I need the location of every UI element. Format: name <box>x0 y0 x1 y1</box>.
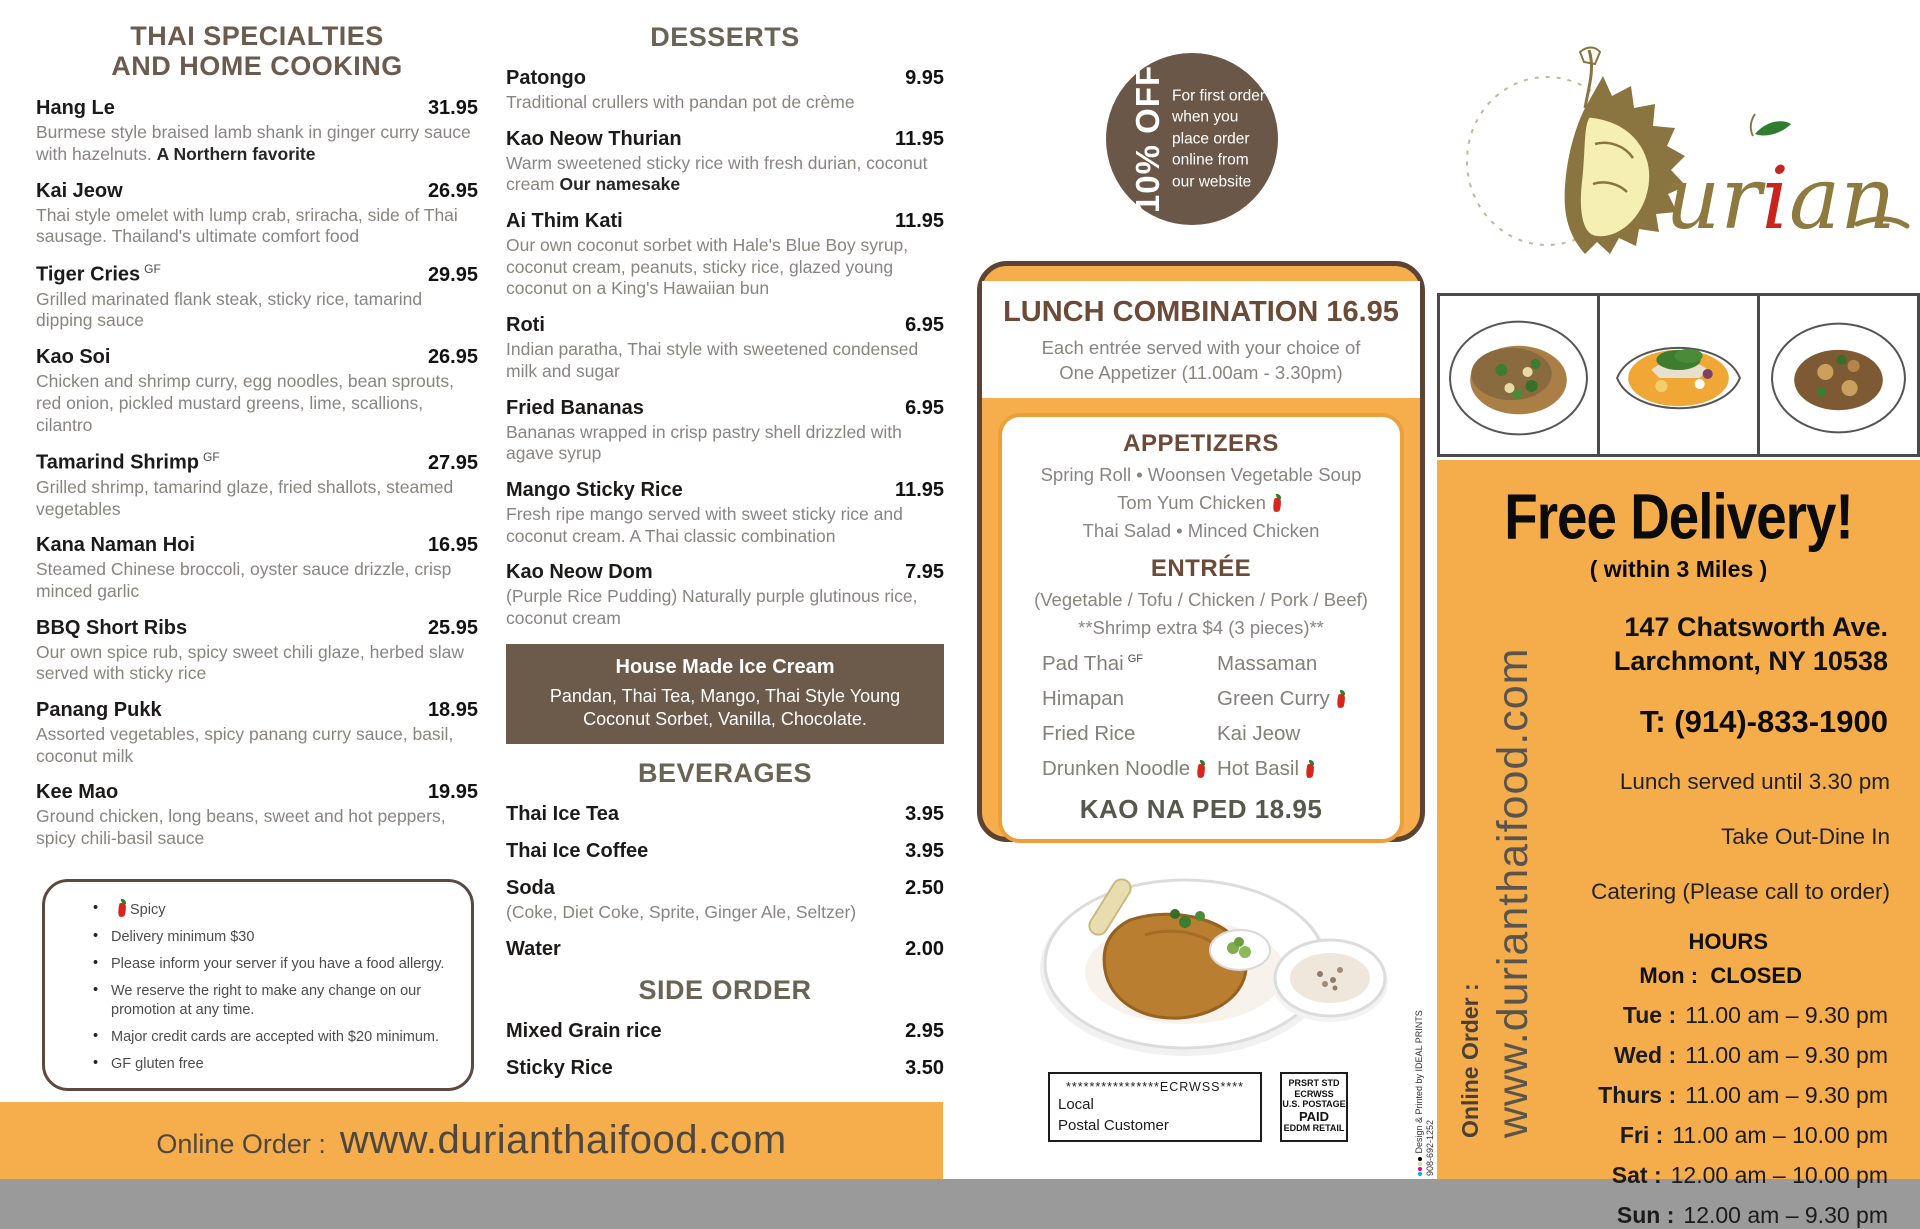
item-name: Thai Ice Coffee <box>506 840 649 863</box>
hours-row-mon: Mon : CLOSED <box>1639 962 1802 988</box>
item-name: Thai Ice Tea <box>506 803 620 826</box>
ice-cream-title: House Made Ice Cream <box>615 655 835 678</box>
entree-item: Massaman <box>1217 651 1318 675</box>
postal-line-local: Local <box>1058 1096 1094 1113</box>
item-name: Water <box>506 937 561 960</box>
item-desc: Assorted vegetables, spicy panang curry sauce, basil, coconut milk <box>36 724 454 766</box>
item-desc: Indian paratha, Thai style with sweetened condensed milk and sugar <box>506 339 919 381</box>
vertical-website-url: www.durianthaifood.com <box>1489 647 1537 1138</box>
chili-icon <box>117 900 126 917</box>
item-price: 11.95 <box>895 210 944 233</box>
item-price: 6.95 <box>905 396 944 419</box>
postal-line-customer: Postal Customer <box>1058 1116 1169 1134</box>
item-price: 26.95 <box>427 346 478 369</box>
section-title <box>36 22 478 81</box>
postal-address-box <box>1048 1072 1262 1142</box>
item-desc: Chicken and shrimp curry, egg noodles, bean sprouts, red onion, pickled mustard greens, lime, scallions, cilantro <box>36 371 454 435</box>
permit-paid: PAID <box>1298 1108 1330 1124</box>
menu-item <box>506 314 944 382</box>
side-order-title: SIDE ORDER <box>638 974 812 1005</box>
item-price: 3.95 <box>905 803 944 826</box>
item-price: 26.95 <box>427 179 478 202</box>
entree-item: Fried Rice <box>1042 721 1136 745</box>
menu-item <box>36 617 478 685</box>
lunch-header <box>982 281 1420 398</box>
catering-note: Catering (Please call to order) <box>1591 878 1890 904</box>
item-name: Roti <box>506 314 545 337</box>
permit-line: EDDM RETAIL <box>1283 1122 1345 1133</box>
item-name: Kao Neow Thurian <box>506 127 682 150</box>
printer-credit <box>1414 1010 1437 1176</box>
item-name: BBQ Short Ribs <box>36 616 188 639</box>
menu-item <box>36 450 478 520</box>
item-name: Fried Bananas <box>506 396 644 419</box>
dish-photo-3 <box>1757 293 1920 457</box>
menu-item <box>36 534 478 602</box>
appetizer-line: Tom Yum Chicken <box>1010 492 1392 514</box>
hours-row: Sun : 12.00 am – 9.30 pm <box>1616 1201 1888 1228</box>
item-name: Kai Jeow <box>36 179 123 202</box>
item-desc: (Coke, Diet Coke, Sprite, Ginger Ale, Seltzer) <box>506 902 857 923</box>
entree-item: Green Curry <box>1217 687 1392 711</box>
item-desc: Warm sweetened sticky rice with fresh durian, coconut cream <box>506 152 928 195</box>
menu-item <box>506 210 944 300</box>
entree-item: Himapan <box>1042 686 1125 710</box>
note-credit-cards: • Major credit cards are accepted with $20 minimum. <box>91 1028 459 1046</box>
item-price: 29.95 <box>427 263 478 286</box>
phone-number: T: (914)-833-1900 <box>1639 703 1888 739</box>
lunch-hours-note: Lunch served until 3.30 pm <box>1619 768 1890 794</box>
item-name: Kee Mao <box>36 781 119 804</box>
item-desc-bold: Our namesake <box>559 174 681 195</box>
entree-column-2 <box>1217 652 1392 792</box>
note-spicy: • Spicy <box>91 900 459 919</box>
hours-row: Tue : 11.00 am – 9.30 pm <box>1622 1001 1888 1028</box>
item-desc: Burmese style braised lamb shank in ginger curry sauce with hazelnuts. <box>36 122 471 165</box>
item-price: 27.95 <box>427 451 478 474</box>
ice-cream-flavors: Pandan, Thai Tea, Mango, Thai Style Young Coconut Sorbet, Vanilla, Chocolate. <box>549 685 901 730</box>
kao-na-ped-special: KAO NA PED 18.95 <box>1079 793 1323 824</box>
gluten-free-tag: GF <box>144 262 161 277</box>
entree-column-1 <box>1042 652 1217 792</box>
beverages-title: BEVERAGES <box>637 758 813 789</box>
item-desc: (Purple Rice Pudding) Naturally purple glutinous rice, coconut cream <box>506 586 918 628</box>
menu-item <box>506 938 944 961</box>
lunch-subtitle-line1: Each entrée served with your choice of <box>1041 337 1361 358</box>
item-name: Hang Le <box>36 97 115 120</box>
menu-item <box>36 180 478 248</box>
hours-row: Thurs : 11.00 am – 9.30 pm <box>1598 1081 1888 1108</box>
item-desc: Bananas wrapped in crisp pastry shell drizzled with agave syrup <box>506 421 902 464</box>
vertical-online-order-label: Online Order : <box>1457 983 1483 1138</box>
credit-line1: Design & Printed by IDEAL PRINTS <box>1414 1010 1424 1154</box>
item-name: Kao Soi <box>36 346 111 369</box>
item-name: Tamarind Shrimp $^{GF}$ <box>36 450 220 474</box>
lunch-subtitle <box>988 336 1414 386</box>
chili-icon <box>1272 495 1281 512</box>
entree-item: Kai Jeow <box>1217 721 1301 745</box>
menu-item <box>506 128 944 196</box>
item-price: 31.95 <box>427 97 478 120</box>
gluten-free-tag: GF <box>203 450 220 465</box>
permit-line: PRSRT STD <box>1288 1078 1340 1088</box>
menu-item <box>36 262 478 332</box>
dish-photo-1 <box>1437 293 1600 457</box>
item-price: 2.50 <box>905 877 944 900</box>
desserts-title: DESSERTS <box>650 22 800 52</box>
item-name: Panang Pukk <box>36 699 162 721</box>
promo-condition-text: For first order when you place order online from our website <box>1172 87 1266 191</box>
item-desc: Thai style omelet with lump crab, sriracha, side of Thai sausage. Thailand's ultimate comfort food <box>36 204 458 247</box>
chili-icon <box>1336 691 1345 708</box>
menu-item <box>36 97 478 165</box>
logo-script-an: an <box>1789 149 1896 249</box>
delivery-info-panel <box>1437 460 1920 1228</box>
appetizers-title: APPETIZERS <box>1123 429 1279 457</box>
item-name: Kao Neow Dom <box>506 561 653 584</box>
item-price: 9.95 <box>905 67 944 89</box>
hours-row: Fri : 11.00 am – 10.00 pm <box>1619 1121 1888 1148</box>
durian-logo <box>1437 16 1920 290</box>
hours-row: Wed : 11.00 am – 9.30 pm <box>1613 1041 1888 1068</box>
online-order-label: Online Order : <box>156 1129 326 1159</box>
item-name: Tiger Cries $^{GF}$ <box>36 262 161 286</box>
item-desc: Grilled marinated flank steak, sticky rice, tamarind dipping sauce <box>36 288 423 331</box>
vertical-online-order <box>1457 648 1538 1138</box>
entree-list <box>1010 652 1392 792</box>
permit-line: U.S. POSTAGE <box>1282 1099 1346 1110</box>
item-desc: Traditional crullers with pandan pot de crème <box>506 92 855 112</box>
lamb-shank-illustration <box>1035 850 1395 1062</box>
logo-script-ur: ur <box>1665 149 1762 249</box>
menu-item <box>506 877 944 924</box>
menu-item <box>506 1020 944 1043</box>
delivery-radius: ( within 3 Miles ) <box>1589 556 1768 582</box>
item-price: 7.95 <box>905 561 944 584</box>
notes-box <box>42 879 474 1091</box>
credit-line2: 908-692-1252 <box>1425 1119 1436 1176</box>
item-price: 6.95 <box>905 314 944 337</box>
address-line1: 147 Chatsworth Ave. <box>1624 612 1888 642</box>
menu-item <box>506 1057 944 1080</box>
item-name: Sticky Rice <box>506 1056 613 1079</box>
address-line2: Larchmont, NY 10538 <box>1613 645 1888 676</box>
website-url: www.durianthaifood.com <box>339 1118 787 1162</box>
promo-badge <box>1106 53 1278 225</box>
postage-permit-box <box>1280 1072 1348 1142</box>
lunch-title: LUNCH COMBINATION 16.95 <box>1003 296 1399 328</box>
lunch-combination-box <box>977 261 1425 842</box>
menu-item <box>506 803 944 826</box>
entree-item: Pad Thai $^{GF}$ <box>1042 651 1143 675</box>
item-price: 18.95 <box>427 699 478 721</box>
chili-icon <box>1196 761 1205 778</box>
menu-item <box>36 346 478 436</box>
menu-item <box>506 561 944 629</box>
item-name: Patongo <box>506 67 586 89</box>
note-gluten-free: • GF gluten free <box>91 1055 459 1073</box>
svg-text:urian <box>1665 149 1896 249</box>
item-desc: Our own spice rub, spicy sweet chili glaze, herbed slaw served with sticky rice <box>36 641 464 684</box>
lamb-shank-photo <box>1035 850 1395 1062</box>
item-desc: Grilled shrimp, tamarind glaze, fried shallots, steamed vegetables <box>36 476 454 519</box>
menu-item <box>506 840 944 863</box>
section-title-line1: THAI SPECIALTIES <box>130 21 384 51</box>
durian-logo-art <box>1437 16 1920 290</box>
menu-item <box>506 479 944 547</box>
item-desc: Fresh ripe mango served with sweet sticky rice and coconut cream. A Thai classic combination <box>506 503 903 546</box>
menu-item <box>506 67 944 114</box>
item-price: 3.50 <box>905 1056 944 1079</box>
item-price: 25.95 <box>427 616 478 639</box>
cmyk-dots-icon <box>1414 1156 1424 1176</box>
item-name: Soda <box>506 877 555 900</box>
appetizer-line: Thai Salad • Minced Chicken <box>1082 519 1320 541</box>
item-desc: Steamed Chinese broccoli, oyster sauce drizzle, crisp minced garlic <box>36 559 452 601</box>
item-desc: Ground chicken, long beans, sweet and hot peppers, spicy chili-basil sauce <box>36 806 446 849</box>
item-desc-bold: A Northern favorite <box>156 144 316 165</box>
hours-title: HOURS <box>1688 928 1768 954</box>
menu-item <box>506 397 944 465</box>
dish-photo-row <box>1437 293 1920 457</box>
item-price: 11.95 <box>895 127 944 150</box>
entree-note: **Shrimp extra $4 (3 pieces)** <box>1078 616 1324 638</box>
section-title-line2: AND HOME COOKING <box>111 50 403 81</box>
item-price: 11.95 <box>895 478 944 501</box>
ecrwss-line: ****************ECRWSS**** <box>1066 1080 1244 1094</box>
gluten-free-tag: GF <box>1127 653 1143 666</box>
item-price: 16.95 <box>427 534 478 557</box>
chili-icon <box>1305 761 1314 778</box>
logo-script-i: i <box>1761 149 1790 249</box>
lunch-inner-box <box>998 413 1404 843</box>
dish-photo-2 <box>1597 293 1760 457</box>
note-delivery-minimum: • Delivery minimum $30 <box>91 928 459 946</box>
item-name: Mango Sticky Rice <box>506 478 683 501</box>
thai-specialties-section <box>36 22 478 864</box>
ice-cream-box <box>506 644 944 745</box>
free-delivery-headline: Free Delivery! <box>1504 481 1853 553</box>
item-price: 2.95 <box>905 1019 944 1042</box>
item-price: 3.95 <box>905 840 944 863</box>
entree-item: Hot Basil <box>1217 757 1392 781</box>
item-price: 2.00 <box>905 937 944 960</box>
lunch-subtitle-line2: One Appetizer (11.00am - 3.30pm) <box>1059 361 1343 383</box>
takeout-dinein-note: Take Out-Dine In <box>1721 823 1890 849</box>
entree-note: (Vegetable / Tofu / Chicken / Pork / Beef) <box>1034 588 1368 610</box>
entree-title: ENTRÉE <box>1150 554 1252 582</box>
appetizer-line: Spring Roll • Woonsen Vegetable Soup <box>1040 463 1362 485</box>
entree-item: Drunken Noodle <box>1042 757 1217 781</box>
item-desc: Our own coconut sorbet with Hale's Blue Boy syrup, coconut cream, peanuts, sticky rice, glazed young coconut on a King's Hawaiian bun <box>506 235 909 299</box>
item-name: Mixed Grain rice <box>506 1019 662 1042</box>
item-name: Ai Thim Kati <box>506 210 623 233</box>
permit-line: ECRWSS <box>1294 1088 1334 1099</box>
menu-item <box>36 781 478 849</box>
menu-item <box>36 699 478 767</box>
item-price: 19.95 <box>427 781 478 804</box>
hours-row: Sat : 12.00 am – 10.00 pm <box>1611 1161 1888 1188</box>
online-order-bar <box>0 1102 943 1179</box>
desserts-section <box>506 22 944 1094</box>
promo-discount-text: 10% OFF <box>1129 64 1166 214</box>
note-allergy: • Please inform your server if you have a food allergy. <box>91 955 459 973</box>
item-name: Kana Naman Hoi <box>36 534 195 557</box>
note-promotion: • We reserve the right to make any change on our promotion at any time. <box>91 982 459 1018</box>
